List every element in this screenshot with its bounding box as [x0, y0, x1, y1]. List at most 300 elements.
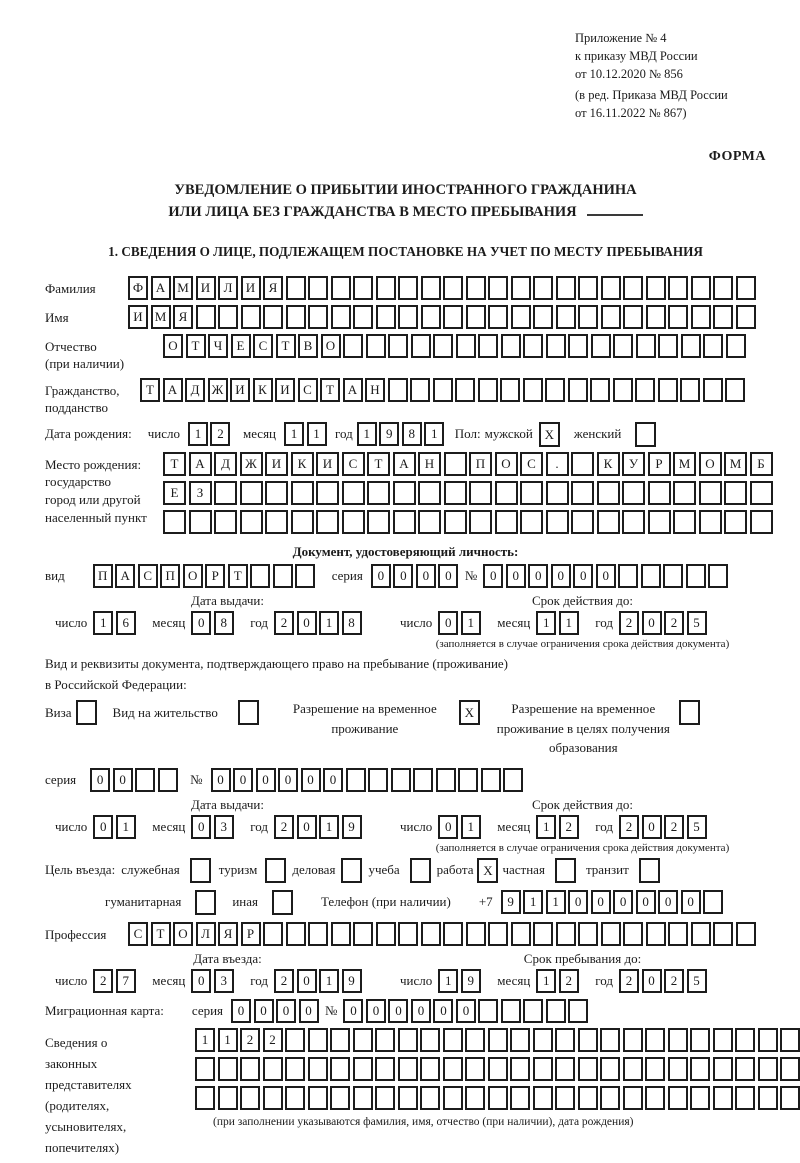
char-cell[interactable]: 0 [323, 768, 343, 792]
char-cell[interactable]: 1 [438, 969, 458, 993]
char-cell[interactable]: 2 [664, 611, 684, 635]
char-cell[interactable]: 0 [393, 564, 413, 588]
char-cell[interactable] [546, 510, 569, 534]
char-cell[interactable] [690, 1028, 710, 1052]
residence-permit-checkbox[interactable] [238, 700, 259, 725]
char-cell[interactable] [330, 1057, 350, 1081]
char-cell[interactable] [780, 1057, 800, 1081]
char-cell[interactable] [444, 452, 467, 476]
char-cell[interactable] [375, 1086, 395, 1110]
char-cell[interactable] [469, 510, 492, 534]
char-cell[interactable]: Р [241, 922, 261, 946]
purpose-humanitarian-checkbox[interactable] [195, 890, 216, 915]
char-cell[interactable] [623, 1086, 643, 1110]
char-cell[interactable] [398, 922, 418, 946]
char-cell[interactable] [478, 378, 498, 402]
char-cell[interactable]: 0 [438, 564, 458, 588]
char-cell[interactable]: А [163, 378, 183, 402]
char-cell[interactable] [533, 305, 553, 329]
char-cell[interactable] [708, 564, 728, 588]
char-cell[interactable]: 1 [461, 815, 481, 839]
char-cell[interactable]: 6 [116, 611, 136, 635]
char-cell[interactable]: П [93, 564, 113, 588]
char-cell[interactable] [495, 510, 518, 534]
char-cell[interactable] [668, 276, 688, 300]
char-cell[interactable] [286, 276, 306, 300]
char-cell[interactable]: 9 [461, 969, 481, 993]
char-cell[interactable]: Н [418, 452, 441, 476]
char-cell[interactable] [420, 1086, 440, 1110]
char-cell[interactable] [488, 305, 508, 329]
char-cell[interactable]: 0 [254, 999, 274, 1023]
char-cell[interactable]: 0 [438, 815, 458, 839]
char-cell[interactable] [533, 1028, 553, 1052]
char-cell[interactable]: З [189, 481, 212, 505]
char-cell[interactable]: 0 [642, 969, 662, 993]
char-cell[interactable] [413, 768, 433, 792]
char-cell[interactable] [488, 1057, 508, 1081]
char-cell[interactable]: Б [750, 452, 773, 476]
char-cell[interactable] [353, 276, 373, 300]
char-cell[interactable]: Ж [208, 378, 228, 402]
char-cell[interactable]: 1 [218, 1028, 238, 1052]
char-cell[interactable]: Д [185, 378, 205, 402]
char-cell[interactable] [418, 510, 441, 534]
char-cell[interactable] [691, 922, 711, 946]
char-cell[interactable] [418, 481, 441, 505]
char-cell[interactable] [690, 1057, 710, 1081]
char-cell[interactable] [578, 276, 598, 300]
char-cell[interactable] [646, 276, 666, 300]
temp-residence-edu-checkbox[interactable] [679, 700, 700, 725]
char-cell[interactable]: 0 [483, 564, 503, 588]
char-cell[interactable]: 0 [231, 999, 251, 1023]
char-cell[interactable] [285, 1057, 305, 1081]
char-cell[interactable] [466, 276, 486, 300]
purpose-business-checkbox[interactable] [341, 858, 362, 883]
char-cell[interactable]: И [316, 452, 339, 476]
char-cell[interactable] [578, 922, 598, 946]
char-cell[interactable] [398, 276, 418, 300]
char-cell[interactable]: И [196, 276, 216, 300]
char-cell[interactable] [265, 510, 288, 534]
char-cell[interactable] [713, 922, 733, 946]
char-cell[interactable]: Я [218, 922, 238, 946]
char-cell[interactable]: 0 [681, 890, 701, 914]
char-cell[interactable] [375, 1028, 395, 1052]
char-cell[interactable] [263, 922, 283, 946]
char-cell[interactable] [713, 1086, 733, 1110]
char-cell[interactable]: А [343, 378, 363, 402]
char-cell[interactable]: А [151, 276, 171, 300]
char-cell[interactable]: 9 [501, 890, 521, 914]
char-cell[interactable] [635, 378, 655, 402]
char-cell[interactable]: Т [320, 378, 340, 402]
char-cell[interactable] [645, 1086, 665, 1110]
char-cell[interactable]: 0 [573, 564, 593, 588]
char-cell[interactable]: В [298, 334, 318, 358]
char-cell[interactable] [330, 1028, 350, 1052]
char-cell[interactable]: 0 [411, 999, 431, 1023]
char-cell[interactable]: 8 [342, 611, 362, 635]
char-cell[interactable] [571, 452, 594, 476]
purpose-other-checkbox[interactable] [272, 890, 293, 915]
char-cell[interactable]: 2 [664, 815, 684, 839]
char-cell[interactable] [316, 481, 339, 505]
char-cell[interactable]: О [699, 452, 722, 476]
char-cell[interactable] [646, 305, 666, 329]
char-cell[interactable] [465, 1086, 485, 1110]
char-cell[interactable] [421, 305, 441, 329]
char-cell[interactable] [546, 481, 569, 505]
char-cell[interactable] [398, 1057, 418, 1081]
char-cell[interactable]: П [469, 452, 492, 476]
char-cell[interactable] [240, 510, 263, 534]
char-cell[interactable] [195, 1086, 215, 1110]
char-cell[interactable] [330, 1086, 350, 1110]
char-cell[interactable] [703, 890, 723, 914]
char-cell[interactable] [600, 1028, 620, 1052]
char-cell[interactable]: 0 [211, 768, 231, 792]
char-cell[interactable] [342, 481, 365, 505]
char-cell[interactable]: А [115, 564, 135, 588]
char-cell[interactable] [308, 922, 328, 946]
char-cell[interactable] [393, 481, 416, 505]
char-cell[interactable] [571, 481, 594, 505]
char-cell[interactable] [353, 305, 373, 329]
char-cell[interactable] [597, 481, 620, 505]
char-cell[interactable] [520, 510, 543, 534]
char-cell[interactable] [623, 276, 643, 300]
char-cell[interactable] [780, 1028, 800, 1052]
char-cell[interactable] [691, 276, 711, 300]
char-cell[interactable] [673, 510, 696, 534]
char-cell[interactable] [758, 1057, 778, 1081]
char-cell[interactable]: П [160, 564, 180, 588]
char-cell[interactable] [601, 922, 621, 946]
char-cell[interactable] [196, 305, 216, 329]
char-cell[interactable] [214, 481, 237, 505]
char-cell[interactable] [240, 481, 263, 505]
char-cell[interactable] [736, 305, 756, 329]
char-cell[interactable] [680, 378, 700, 402]
char-cell[interactable] [750, 481, 773, 505]
char-cell[interactable] [601, 305, 621, 329]
char-cell[interactable] [218, 305, 238, 329]
char-cell[interactable]: 1 [536, 611, 556, 635]
char-cell[interactable] [241, 305, 261, 329]
char-cell[interactable] [750, 510, 773, 534]
char-cell[interactable]: 1 [546, 890, 566, 914]
char-cell[interactable] [433, 334, 453, 358]
char-cell[interactable] [725, 378, 745, 402]
char-cell[interactable] [331, 305, 351, 329]
char-cell[interactable]: 1 [284, 422, 304, 446]
sex-female-checkbox[interactable] [635, 422, 656, 447]
char-cell[interactable]: М [673, 452, 696, 476]
char-cell[interactable] [571, 510, 594, 534]
char-cell[interactable] [436, 768, 456, 792]
char-cell[interactable] [478, 999, 498, 1023]
char-cell[interactable] [388, 378, 408, 402]
char-cell[interactable]: О [163, 334, 183, 358]
char-cell[interactable]: 0 [613, 890, 633, 914]
char-cell[interactable] [308, 1028, 328, 1052]
char-cell[interactable]: 0 [297, 611, 317, 635]
char-cell[interactable]: 5 [687, 611, 707, 635]
char-cell[interactable] [533, 1057, 553, 1081]
char-cell[interactable] [568, 334, 588, 358]
char-cell[interactable]: И [128, 305, 148, 329]
char-cell[interactable]: К [291, 452, 314, 476]
char-cell[interactable]: Ч [208, 334, 228, 358]
char-cell[interactable]: К [253, 378, 273, 402]
char-cell[interactable] [158, 768, 178, 792]
purpose-work-checkbox[interactable]: X [477, 858, 498, 883]
char-cell[interactable] [478, 334, 498, 358]
char-cell[interactable]: 2 [619, 611, 639, 635]
char-cell[interactable] [578, 1057, 598, 1081]
char-cell[interactable]: 2 [664, 969, 684, 993]
char-cell[interactable] [481, 768, 501, 792]
char-cell[interactable]: 5 [687, 969, 707, 993]
char-cell[interactable] [713, 305, 733, 329]
char-cell[interactable] [500, 378, 520, 402]
char-cell[interactable] [613, 334, 633, 358]
purpose-transit-checkbox[interactable] [639, 858, 660, 883]
char-cell[interactable] [648, 481, 671, 505]
char-cell[interactable]: С [298, 378, 318, 402]
char-cell[interactable]: 9 [342, 815, 362, 839]
char-cell[interactable] [398, 1028, 418, 1052]
char-cell[interactable]: 0 [433, 999, 453, 1023]
char-cell[interactable] [456, 334, 476, 358]
char-cell[interactable]: И [230, 378, 250, 402]
char-cell[interactable]: 0 [596, 564, 616, 588]
char-cell[interactable] [511, 305, 531, 329]
char-cell[interactable] [713, 276, 733, 300]
char-cell[interactable] [724, 510, 747, 534]
char-cell[interactable] [546, 999, 566, 1023]
char-cell[interactable] [673, 481, 696, 505]
char-cell[interactable]: 0 [366, 999, 386, 1023]
char-cell[interactable]: С [342, 452, 365, 476]
char-cell[interactable]: 1 [93, 611, 113, 635]
char-cell[interactable] [523, 334, 543, 358]
char-cell[interactable]: 2 [274, 815, 294, 839]
char-cell[interactable] [291, 481, 314, 505]
char-cell[interactable]: 2 [559, 815, 579, 839]
char-cell[interactable] [681, 334, 701, 358]
char-cell[interactable]: 2 [559, 969, 579, 993]
char-cell[interactable]: 0 [301, 768, 321, 792]
char-cell[interactable]: Д [214, 452, 237, 476]
char-cell[interactable] [623, 1028, 643, 1052]
char-cell[interactable] [601, 276, 621, 300]
char-cell[interactable]: 9 [342, 969, 362, 993]
char-cell[interactable]: 0 [642, 815, 662, 839]
char-cell[interactable] [391, 768, 411, 792]
char-cell[interactable] [578, 1086, 598, 1110]
char-cell[interactable] [316, 510, 339, 534]
char-cell[interactable] [263, 1057, 283, 1081]
char-cell[interactable]: 3 [214, 815, 234, 839]
char-cell[interactable] [600, 1057, 620, 1081]
char-cell[interactable] [466, 305, 486, 329]
char-cell[interactable] [443, 1086, 463, 1110]
char-cell[interactable]: 8 [214, 611, 234, 635]
char-cell[interactable] [488, 1028, 508, 1052]
char-cell[interactable]: Я [173, 305, 193, 329]
char-cell[interactable] [331, 276, 351, 300]
char-cell[interactable] [443, 276, 463, 300]
char-cell[interactable] [623, 922, 643, 946]
char-cell[interactable] [533, 922, 553, 946]
char-cell[interactable] [420, 1028, 440, 1052]
char-cell[interactable] [724, 481, 747, 505]
char-cell[interactable]: Е [163, 481, 186, 505]
char-cell[interactable]: Р [205, 564, 225, 588]
char-cell[interactable]: О [173, 922, 193, 946]
char-cell[interactable] [421, 922, 441, 946]
char-cell[interactable] [376, 922, 396, 946]
char-cell[interactable] [713, 1028, 733, 1052]
visa-checkbox[interactable] [76, 700, 97, 725]
char-cell[interactable]: М [173, 276, 193, 300]
char-cell[interactable] [465, 1028, 485, 1052]
char-cell[interactable] [578, 305, 598, 329]
char-cell[interactable]: 1 [307, 422, 327, 446]
char-cell[interactable]: 1 [319, 611, 339, 635]
char-cell[interactable]: 1 [536, 969, 556, 993]
char-cell[interactable]: 2 [274, 969, 294, 993]
char-cell[interactable] [568, 999, 588, 1023]
char-cell[interactable] [214, 510, 237, 534]
char-cell[interactable]: И [265, 452, 288, 476]
char-cell[interactable] [597, 510, 620, 534]
char-cell[interactable]: 0 [568, 890, 588, 914]
char-cell[interactable]: Я [263, 276, 283, 300]
char-cell[interactable] [398, 305, 418, 329]
char-cell[interactable] [556, 276, 576, 300]
char-cell[interactable] [713, 1057, 733, 1081]
char-cell[interactable] [623, 1057, 643, 1081]
char-cell[interactable] [286, 305, 306, 329]
char-cell[interactable] [308, 305, 328, 329]
char-cell[interactable]: 1 [559, 611, 579, 635]
char-cell[interactable] [353, 1057, 373, 1081]
char-cell[interactable] [691, 305, 711, 329]
purpose-study-checkbox[interactable] [410, 858, 431, 883]
char-cell[interactable]: Т [228, 564, 248, 588]
char-cell[interactable]: 0 [278, 768, 298, 792]
char-cell[interactable]: 9 [379, 422, 399, 446]
char-cell[interactable]: 0 [297, 969, 317, 993]
char-cell[interactable]: 0 [191, 969, 211, 993]
char-cell[interactable]: Л [218, 276, 238, 300]
char-cell[interactable] [510, 1086, 530, 1110]
char-cell[interactable]: . [546, 452, 569, 476]
char-cell[interactable] [555, 1086, 575, 1110]
char-cell[interactable]: 2 [619, 815, 639, 839]
purpose-official-checkbox[interactable] [190, 858, 211, 883]
char-cell[interactable]: 1 [319, 969, 339, 993]
char-cell[interactable] [331, 922, 351, 946]
char-cell[interactable]: А [393, 452, 416, 476]
char-cell[interactable]: 0 [416, 564, 436, 588]
char-cell[interactable] [668, 1086, 688, 1110]
char-cell[interactable] [591, 334, 611, 358]
char-cell[interactable] [421, 276, 441, 300]
char-cell[interactable]: С [138, 564, 158, 588]
char-cell[interactable] [263, 305, 283, 329]
char-cell[interactable]: А [189, 452, 212, 476]
char-cell[interactable] [495, 481, 518, 505]
char-cell[interactable] [250, 564, 270, 588]
char-cell[interactable]: Н [365, 378, 385, 402]
char-cell[interactable] [353, 1028, 373, 1052]
char-cell[interactable]: 2 [93, 969, 113, 993]
char-cell[interactable]: 0 [528, 564, 548, 588]
char-cell[interactable] [163, 510, 186, 534]
char-cell[interactable] [511, 922, 531, 946]
char-cell[interactable] [488, 922, 508, 946]
char-cell[interactable]: 0 [371, 564, 391, 588]
char-cell[interactable] [668, 1028, 688, 1052]
char-cell[interactable] [286, 922, 306, 946]
char-cell[interactable] [366, 334, 386, 358]
char-cell[interactable]: 0 [388, 999, 408, 1023]
char-cell[interactable] [465, 1057, 485, 1081]
char-cell[interactable]: 2 [210, 422, 230, 446]
char-cell[interactable] [376, 276, 396, 300]
char-cell[interactable] [546, 334, 566, 358]
char-cell[interactable] [556, 922, 576, 946]
char-cell[interactable] [433, 378, 453, 402]
char-cell[interactable] [520, 481, 543, 505]
char-cell[interactable] [488, 1086, 508, 1110]
char-cell[interactable] [523, 999, 543, 1023]
char-cell[interactable]: 0 [93, 815, 113, 839]
char-cell[interactable]: М [151, 305, 171, 329]
char-cell[interactable]: 0 [191, 815, 211, 839]
char-cell[interactable]: 1 [188, 422, 208, 446]
char-cell[interactable] [533, 1086, 553, 1110]
char-cell[interactable] [645, 1028, 665, 1052]
char-cell[interactable]: Т [151, 922, 171, 946]
char-cell[interactable] [488, 276, 508, 300]
char-cell[interactable] [618, 564, 638, 588]
char-cell[interactable]: 1 [523, 890, 543, 914]
char-cell[interactable] [613, 378, 633, 402]
char-cell[interactable] [376, 305, 396, 329]
char-cell[interactable] [758, 1086, 778, 1110]
char-cell[interactable] [410, 378, 430, 402]
char-cell[interactable] [590, 378, 610, 402]
char-cell[interactable]: 0 [636, 890, 656, 914]
char-cell[interactable]: 2 [274, 611, 294, 635]
char-cell[interactable] [308, 1086, 328, 1110]
char-cell[interactable] [295, 564, 315, 588]
char-cell[interactable]: 8 [402, 422, 422, 446]
char-cell[interactable]: Т [367, 452, 390, 476]
char-cell[interactable] [735, 1086, 755, 1110]
char-cell[interactable] [353, 922, 373, 946]
char-cell[interactable]: Т [163, 452, 186, 476]
char-cell[interactable]: 2 [240, 1028, 260, 1052]
char-cell[interactable] [501, 334, 521, 358]
char-cell[interactable] [195, 1057, 215, 1081]
